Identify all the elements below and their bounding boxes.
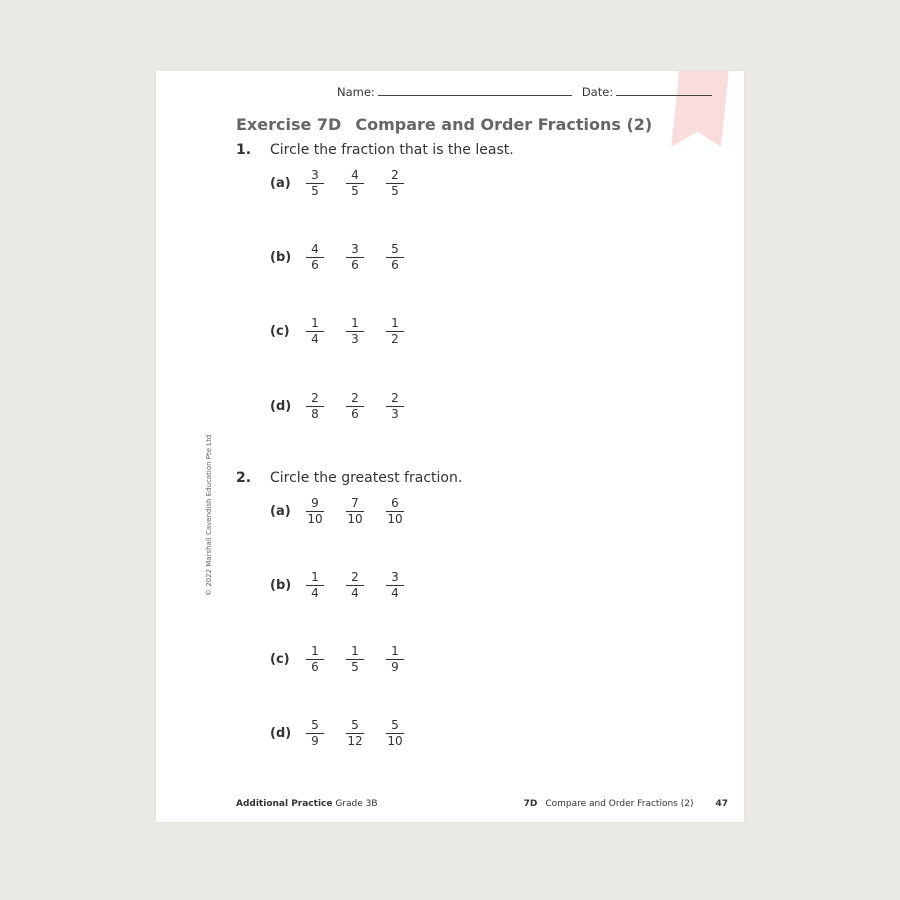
question-part [270,169,426,198]
question-text: Circle the fraction that is the least. [270,142,514,158]
question-part [270,317,426,346]
fraction-numerator: 9 [311,496,319,510]
fraction-option[interactable] [306,169,324,198]
question-number: 2. [236,470,252,486]
part-label: (a) [270,504,291,519]
part-label: (b) [270,578,292,593]
fraction-numerator: 3 [351,242,359,256]
footer-book [236,799,378,809]
fraction-denominator: 6 [311,660,319,674]
fraction-option[interactable] [346,645,364,674]
fraction-option[interactable] [386,645,404,674]
fraction-denominator: 12 [347,734,363,748]
question-number: 1. [236,142,252,158]
fraction-numerator: 5 [311,718,319,732]
fraction-numerator: 2 [311,391,319,405]
fraction-option[interactable] [306,719,324,748]
fraction-numerator: 1 [351,644,359,658]
question-part [270,645,426,674]
bookmark-ribbon [671,71,729,147]
part-label: (a) [270,176,291,191]
fraction-denominator: 10 [387,734,403,748]
question-part [270,243,426,272]
fraction-denominator: 6 [391,258,399,272]
fraction-numerator: 5 [391,718,399,732]
fraction-numerator: 2 [391,391,399,405]
fraction-numerator: 1 [311,570,319,584]
question-part [270,497,426,526]
fraction-denominator: 6 [311,258,319,272]
fraction-denominator: 4 [311,586,319,600]
question-part [270,392,426,421]
fraction-option[interactable] [346,719,364,748]
question-text: Circle the greatest fraction. [270,470,463,486]
fraction-denominator: 5 [351,660,359,674]
fraction-numerator: 3 [391,570,399,584]
fraction-denominator: 6 [351,258,359,272]
part-label: (c) [270,324,290,339]
fraction-numerator: 4 [311,242,319,256]
name-date-bar [337,85,712,99]
part-label: (b) [270,250,292,265]
fraction-option[interactable] [386,571,404,600]
fraction-denominator: 4 [351,586,359,600]
date-label: Date: [581,85,614,99]
fraction-numerator: 7 [351,496,359,510]
footer-code: 7D [523,799,538,809]
fraction-option[interactable] [386,392,404,421]
fraction-option[interactable] [306,571,324,600]
fraction-option[interactable] [346,317,364,346]
fraction-option[interactable] [346,497,364,526]
date-field-line[interactable] [616,85,712,96]
fraction-denominator: 2 [391,332,399,346]
fraction-denominator: 5 [351,184,359,198]
part-label: (d) [270,726,292,741]
footer-book-title: Additional Practice [236,799,333,809]
fraction-denominator: 5 [391,184,399,198]
fraction-numerator: 6 [391,496,399,510]
fraction-option[interactable] [306,645,324,674]
fraction-numerator: 3 [311,168,319,182]
fraction-numerator: 1 [311,316,319,330]
fraction-denominator: 4 [391,586,399,600]
fraction-denominator: 4 [311,332,319,346]
copyright-notice: © 2022 Marshall Cavendish Education Pte Ltd [205,434,213,596]
fraction-option[interactable] [386,243,404,272]
fraction-option[interactable] [306,392,324,421]
fraction-option[interactable] [346,392,364,421]
fraction-option[interactable] [386,317,404,346]
fraction-option[interactable] [386,497,404,526]
fraction-denominator: 9 [311,734,319,748]
fraction-denominator: 5 [311,184,319,198]
fraction-denominator: 10 [387,512,403,526]
exercise-title [236,115,652,134]
page-number: 47 [715,799,728,809]
fraction-numerator: 2 [351,391,359,405]
fraction-option[interactable] [386,719,404,748]
fraction-option[interactable] [386,169,404,198]
fraction-denominator: 8 [311,407,319,421]
fraction-option[interactable] [306,243,324,272]
fraction-denominator: 6 [351,407,359,421]
worksheet-page [156,71,744,822]
fraction-numerator: 1 [351,316,359,330]
fraction-numerator: 4 [351,168,359,182]
exercise-number: Exercise 7D [236,115,342,134]
fraction-numerator: 5 [351,718,359,732]
footer-section [524,799,728,809]
fraction-numerator: 1 [391,644,399,658]
fraction-numerator: 5 [391,242,399,256]
fraction-option[interactable] [306,317,324,346]
fraction-option[interactable] [306,497,324,526]
part-label: (d) [270,399,292,414]
name-field-line[interactable] [378,85,572,96]
fraction-denominator: 10 [347,512,363,526]
name-label: Name: [337,85,375,99]
question-part [270,719,426,748]
exercise-topic: Compare and Order Fractions (2) [355,115,653,134]
fraction-denominator: 10 [307,512,323,526]
footer-grade: Grade 3B [335,799,378,809]
footer-section-title: Compare and Order Fractions (2) [545,799,694,809]
fraction-denominator: 9 [391,660,399,674]
question-part [270,571,426,600]
part-label: (c) [270,652,290,667]
fraction-option[interactable] [346,169,364,198]
fraction-denominator: 3 [351,332,359,346]
fraction-numerator: 2 [391,168,399,182]
fraction-numerator: 2 [351,570,359,584]
fraction-numerator: 1 [391,316,399,330]
fraction-numerator: 1 [311,644,319,658]
fraction-option[interactable] [346,571,364,600]
fraction-denominator: 3 [391,407,399,421]
fraction-option[interactable] [346,243,364,272]
